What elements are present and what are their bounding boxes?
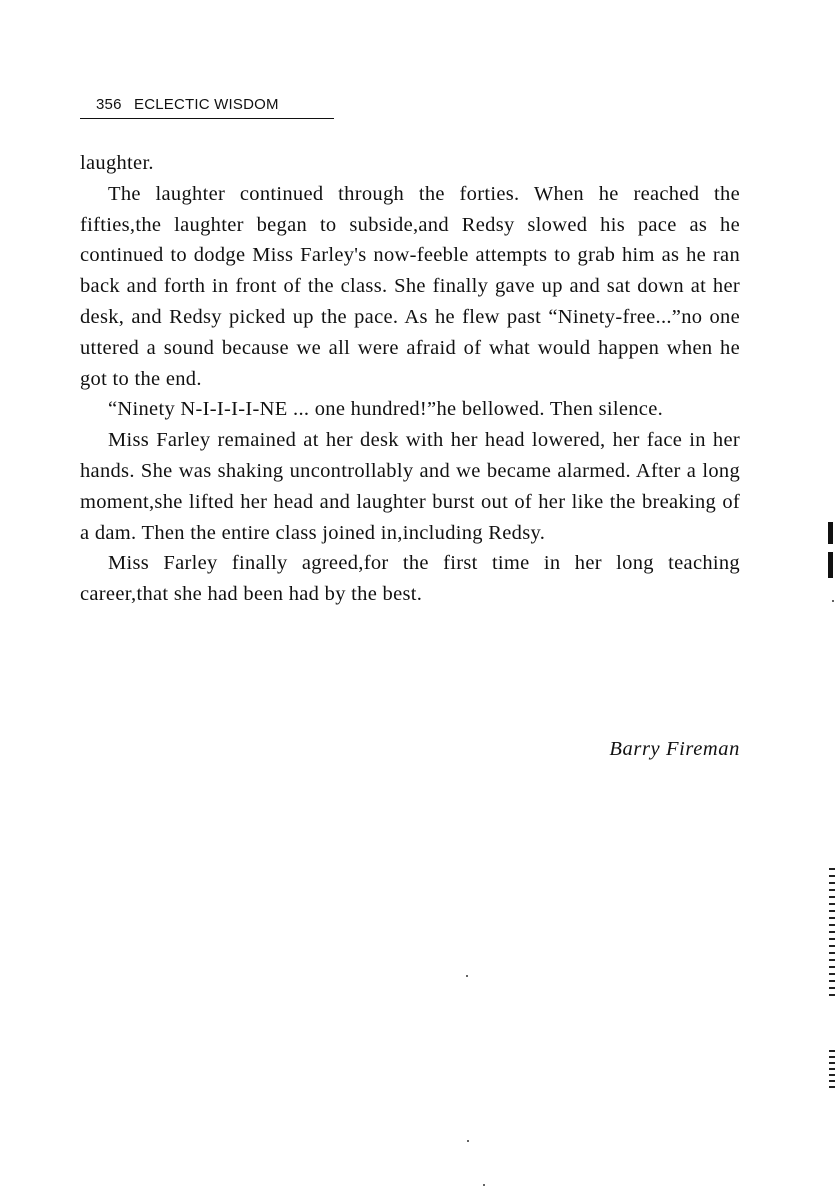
running-title: ECLECTIC WISDOM (134, 96, 279, 113)
scan-edge-noise (829, 868, 835, 998)
scan-edge-noise (829, 1050, 835, 1088)
paragraph-continuation: laughter. (80, 152, 154, 174)
paragraph: “Ninety N-I-I-I-I-NE ... one hundred!”he bellowed. Then silence. (108, 398, 664, 421)
author-signature: Barry Fireman (609, 738, 740, 760)
scan-speck (832, 600, 834, 602)
article-body (80, 148, 740, 610)
scan-edge-mark (828, 552, 833, 578)
running-header (80, 96, 334, 119)
paragraph: Miss Farley remained at her desk with her head lowered, her face in her hands. She was shaking uncontrollably and we became alarmed. After a long moment,she lifted her head and laughter burst out of her like the breaking of a dam. Then the entire class joined in,including Redsy. (80, 429, 740, 544)
paragraph: Miss Farley finally agreed,for the first time in her long teaching career,that she had been had by the best. (80, 552, 740, 606)
scan-speck (466, 975, 468, 977)
scan-speck (467, 1140, 469, 1142)
paragraph: The laughter continued through the forties. When he reached the fifties,the laughter began to subside,and Redsy slowed his pace as he continued to dodge Miss Farley's now-feeble attempts to grab him as he ran back and forth in front of the class. She finally gave up and sat down at her desk, and Redsy picked up the pace. As he flew past “Ninety-free...”no one uttered a sound because we all were afraid of what would happen when he got to the end. (80, 182, 740, 390)
scan-speck (483, 1184, 485, 1186)
scan-edge-mark (828, 522, 833, 544)
page-number: 356 (96, 96, 122, 113)
